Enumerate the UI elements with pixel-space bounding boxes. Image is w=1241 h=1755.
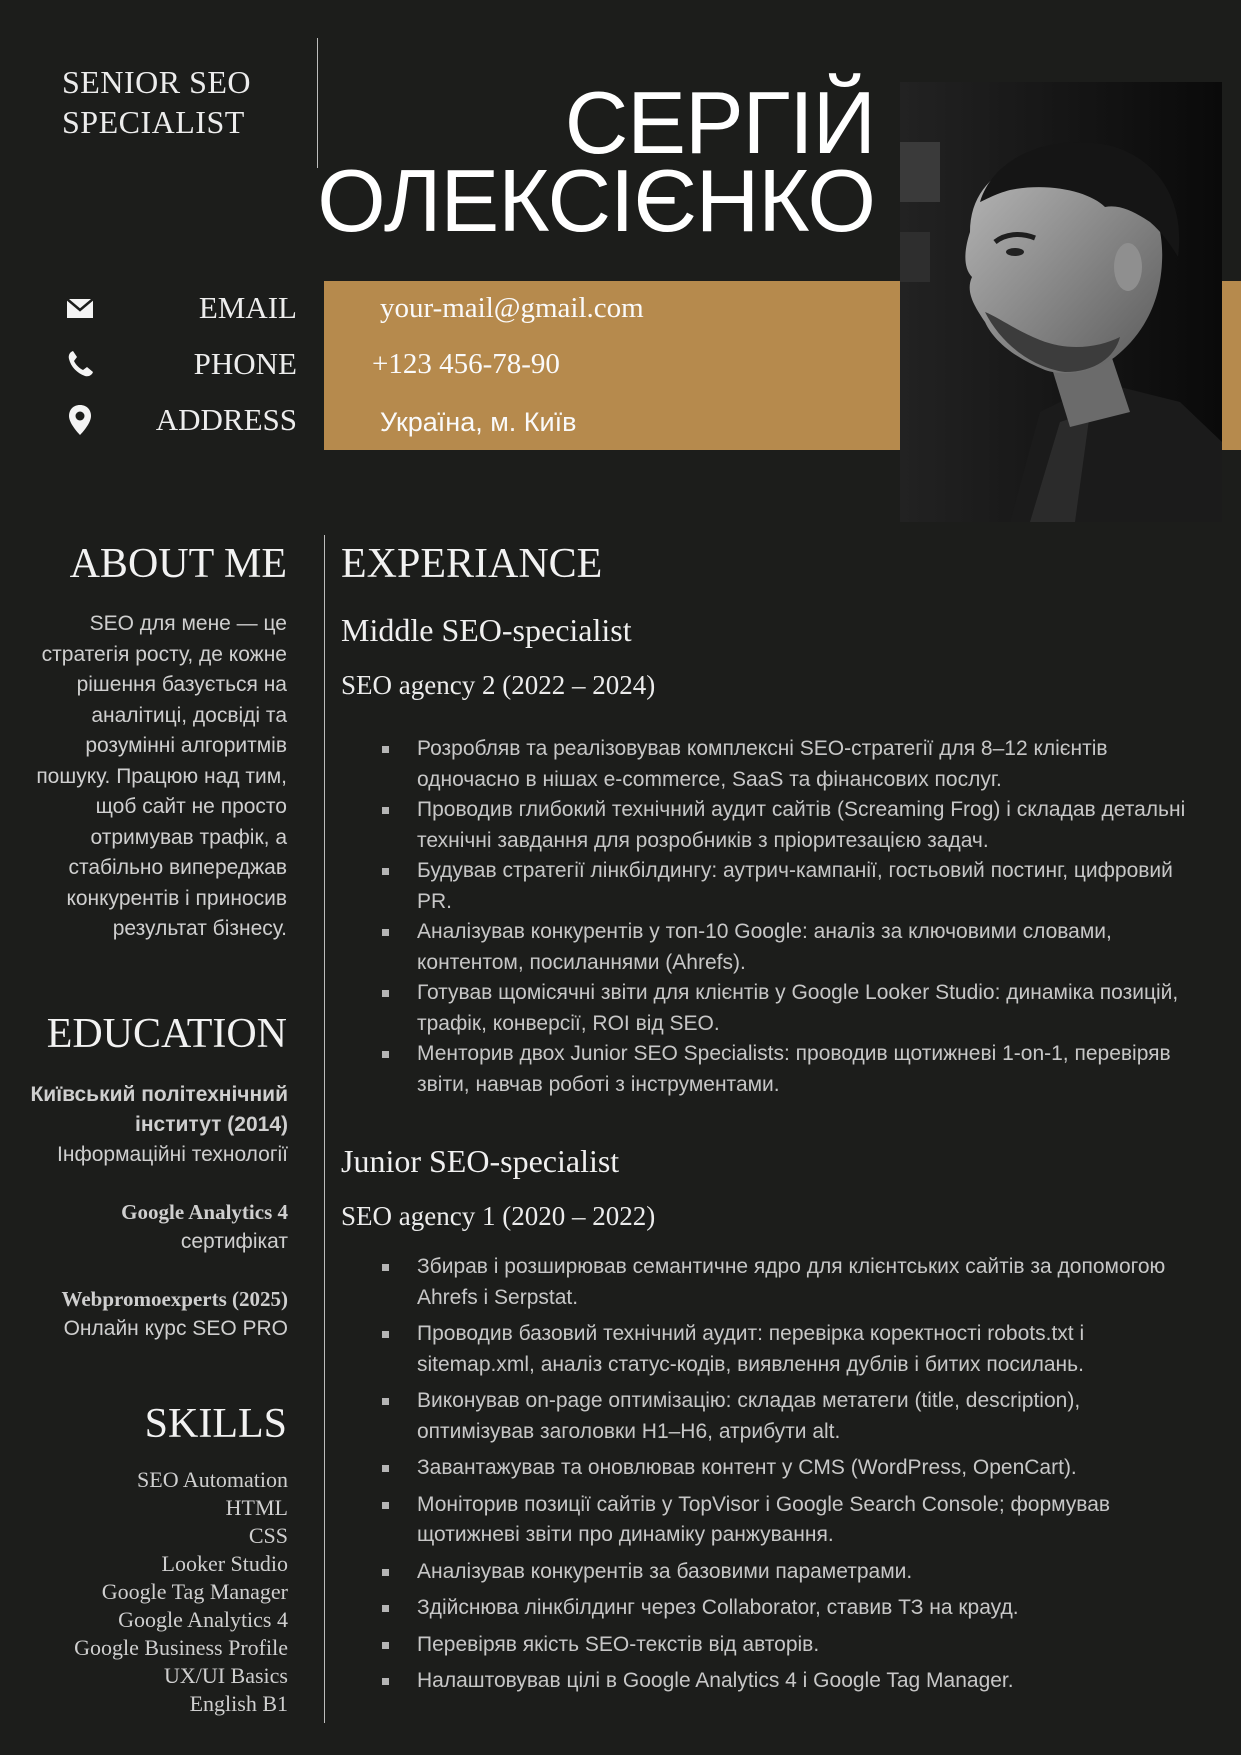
job-company: SEO agency 1 (2020 – 2022) [341, 1201, 656, 1231]
skill-item: UX/UI Basics [163, 1663, 288, 1688]
education-heading: EDUCATION [46, 1011, 287, 1057]
address-value: Україна, м. Київ [380, 407, 577, 437]
list-item: Будував стратегії лінкбілдингу: аутрич-кампанії, гостьовий постинг, цифровий PR. [380, 856, 1200, 917]
full-name [300, 73, 875, 250]
education-subtitle: Онлайн курс SEO PRO [63, 1317, 288, 1340]
about-heading: ABOUT ME [69, 541, 287, 587]
list-item: Аналізував конкурентів за базовими параметрами. [380, 1557, 1200, 1588]
phone-icon [62, 346, 106, 382]
role-line-1: SENIOR SEO [62, 64, 252, 100]
profile-photo [900, 82, 1222, 522]
contact-address-row [62, 398, 297, 442]
education-item [0, 1197, 288, 1257]
education-subtitle: сертифікат [180, 1230, 288, 1253]
job-bullets [380, 1252, 1200, 1703]
first-name: СЕРГІЙ [564, 73, 875, 172]
list-item: Аналізував конкурентів у топ-10 Google: аналіз за ключовими словами, контентом, посиланнями (Ahrefs). [380, 917, 1200, 978]
list-item: Здійснюва лінкбілдинг через Collaborator, ставив ТЗ на крауд. [380, 1593, 1200, 1624]
skill-item: Google Business Profile [74, 1635, 288, 1660]
education-item [18, 1284, 288, 1344]
skill-item: Google Analytics 4 [118, 1607, 288, 1632]
education-title: Webpromoexperts (2025) [61, 1287, 288, 1311]
phone-value[interactable]: +123 456-78-90 [372, 348, 560, 380]
list-item: Моніторив позиції сайтів у TopVisor і Google Search Console; формував щотижневі звіти про динаміку ранжування. [380, 1490, 1200, 1551]
skill-item: English B1 [189, 1691, 288, 1716]
skills-list [0, 1466, 288, 1718]
skill-item: CSS [248, 1523, 288, 1548]
envelope-icon [62, 290, 106, 326]
job-company: SEO agency 2 (2022 – 2024) [341, 670, 656, 700]
skill-item: SEO Automation [137, 1467, 288, 1492]
phone-label: PHONE [193, 346, 297, 381]
education-item [0, 1080, 288, 1170]
location-pin-icon [62, 402, 106, 438]
job-title: Junior SEO-specialist [341, 1143, 620, 1179]
list-item: Розробляв та реалізовував комплексні SEO-стратегії для 8–12 клієнтів одночасно в нішах e-commerce, SaaS та фінансових послуг. [380, 734, 1200, 795]
education-title: Київський політехнічний інститут (2014) [30, 1083, 288, 1136]
list-item: Завантажував та оновлював контент у CMS (WordPress, OpenCart). [380, 1453, 1200, 1484]
list-item: Налаштовував цілі в Google Analytics 4 і Google Tag Manager. [380, 1666, 1200, 1697]
list-item: Перевіряв якість SEO-текстів від авторів. [380, 1630, 1200, 1661]
list-item: Збирав і розширював семантичне ядро для клієнтських сайтів за допомогою Ahrefs і Serpstat. [380, 1252, 1200, 1313]
skills-heading: SKILLS [144, 1401, 287, 1447]
list-item: Менторив двох Junior SEO Specialists: проводив щотижневі 1-on-1, перевіряв звіти, навчав роботі з інструментами. [380, 1039, 1200, 1100]
education-title: Google Analytics 4 [121, 1200, 288, 1224]
list-item: Проводив базовий технічний аудит: перевірка коректності robots.txt і sitemap.xml, аналіз статус-кодів, виявлення дублів і битих посилань. [380, 1319, 1200, 1380]
job-role-title [62, 62, 302, 142]
list-item: Виконував on-page оптимізацію: складав метатеги (title, description), оптимізував заголовки H1–H6, атрибути alt. [380, 1386, 1200, 1447]
skill-item: Google Tag Manager [101, 1579, 288, 1604]
skill-item: Looker Studio [161, 1551, 288, 1576]
contact-phone-row [62, 342, 297, 386]
job-bullets [380, 734, 1200, 1100]
list-item: Готував щомісячні звіти для клієнтів у Google Looker Studio: динаміка позицій, трафік, конверсії, ROI від SEO. [380, 978, 1200, 1039]
contact-email-row [62, 286, 297, 330]
email-value[interactable]: your-mail@gmail.com [380, 292, 644, 324]
about-text: SEO для мене — це стратегія росту, де кожне рішення базується на аналітиці, досвіді та розумінні алгоритмів пошуку. Працюю над тим, щоб сайт не просто отримував трафік, а стабільно випереджав конкурентів і приносив результат бізнесу. [36, 612, 287, 940]
job-title: Middle SEO-specialist [341, 612, 632, 648]
education-subtitle: Інформаційні технології [57, 1143, 288, 1166]
skill-item: HTML [225, 1495, 288, 1520]
address-label: ADDRESS [155, 402, 297, 437]
email-label: EMAIL [198, 290, 297, 325]
last-name: ОЛЕКСІЄНКО [317, 151, 875, 250]
list-item: Проводив глибокий технічний аудит сайтів (Screaming Frog) і складав детальні технічні завдання для розробників з пріоритезацією задач. [380, 795, 1200, 856]
role-line-2: SPECIALIST [62, 104, 245, 140]
column-divider [324, 535, 325, 1723]
experience-heading: EXPERIANCE [341, 541, 603, 587]
